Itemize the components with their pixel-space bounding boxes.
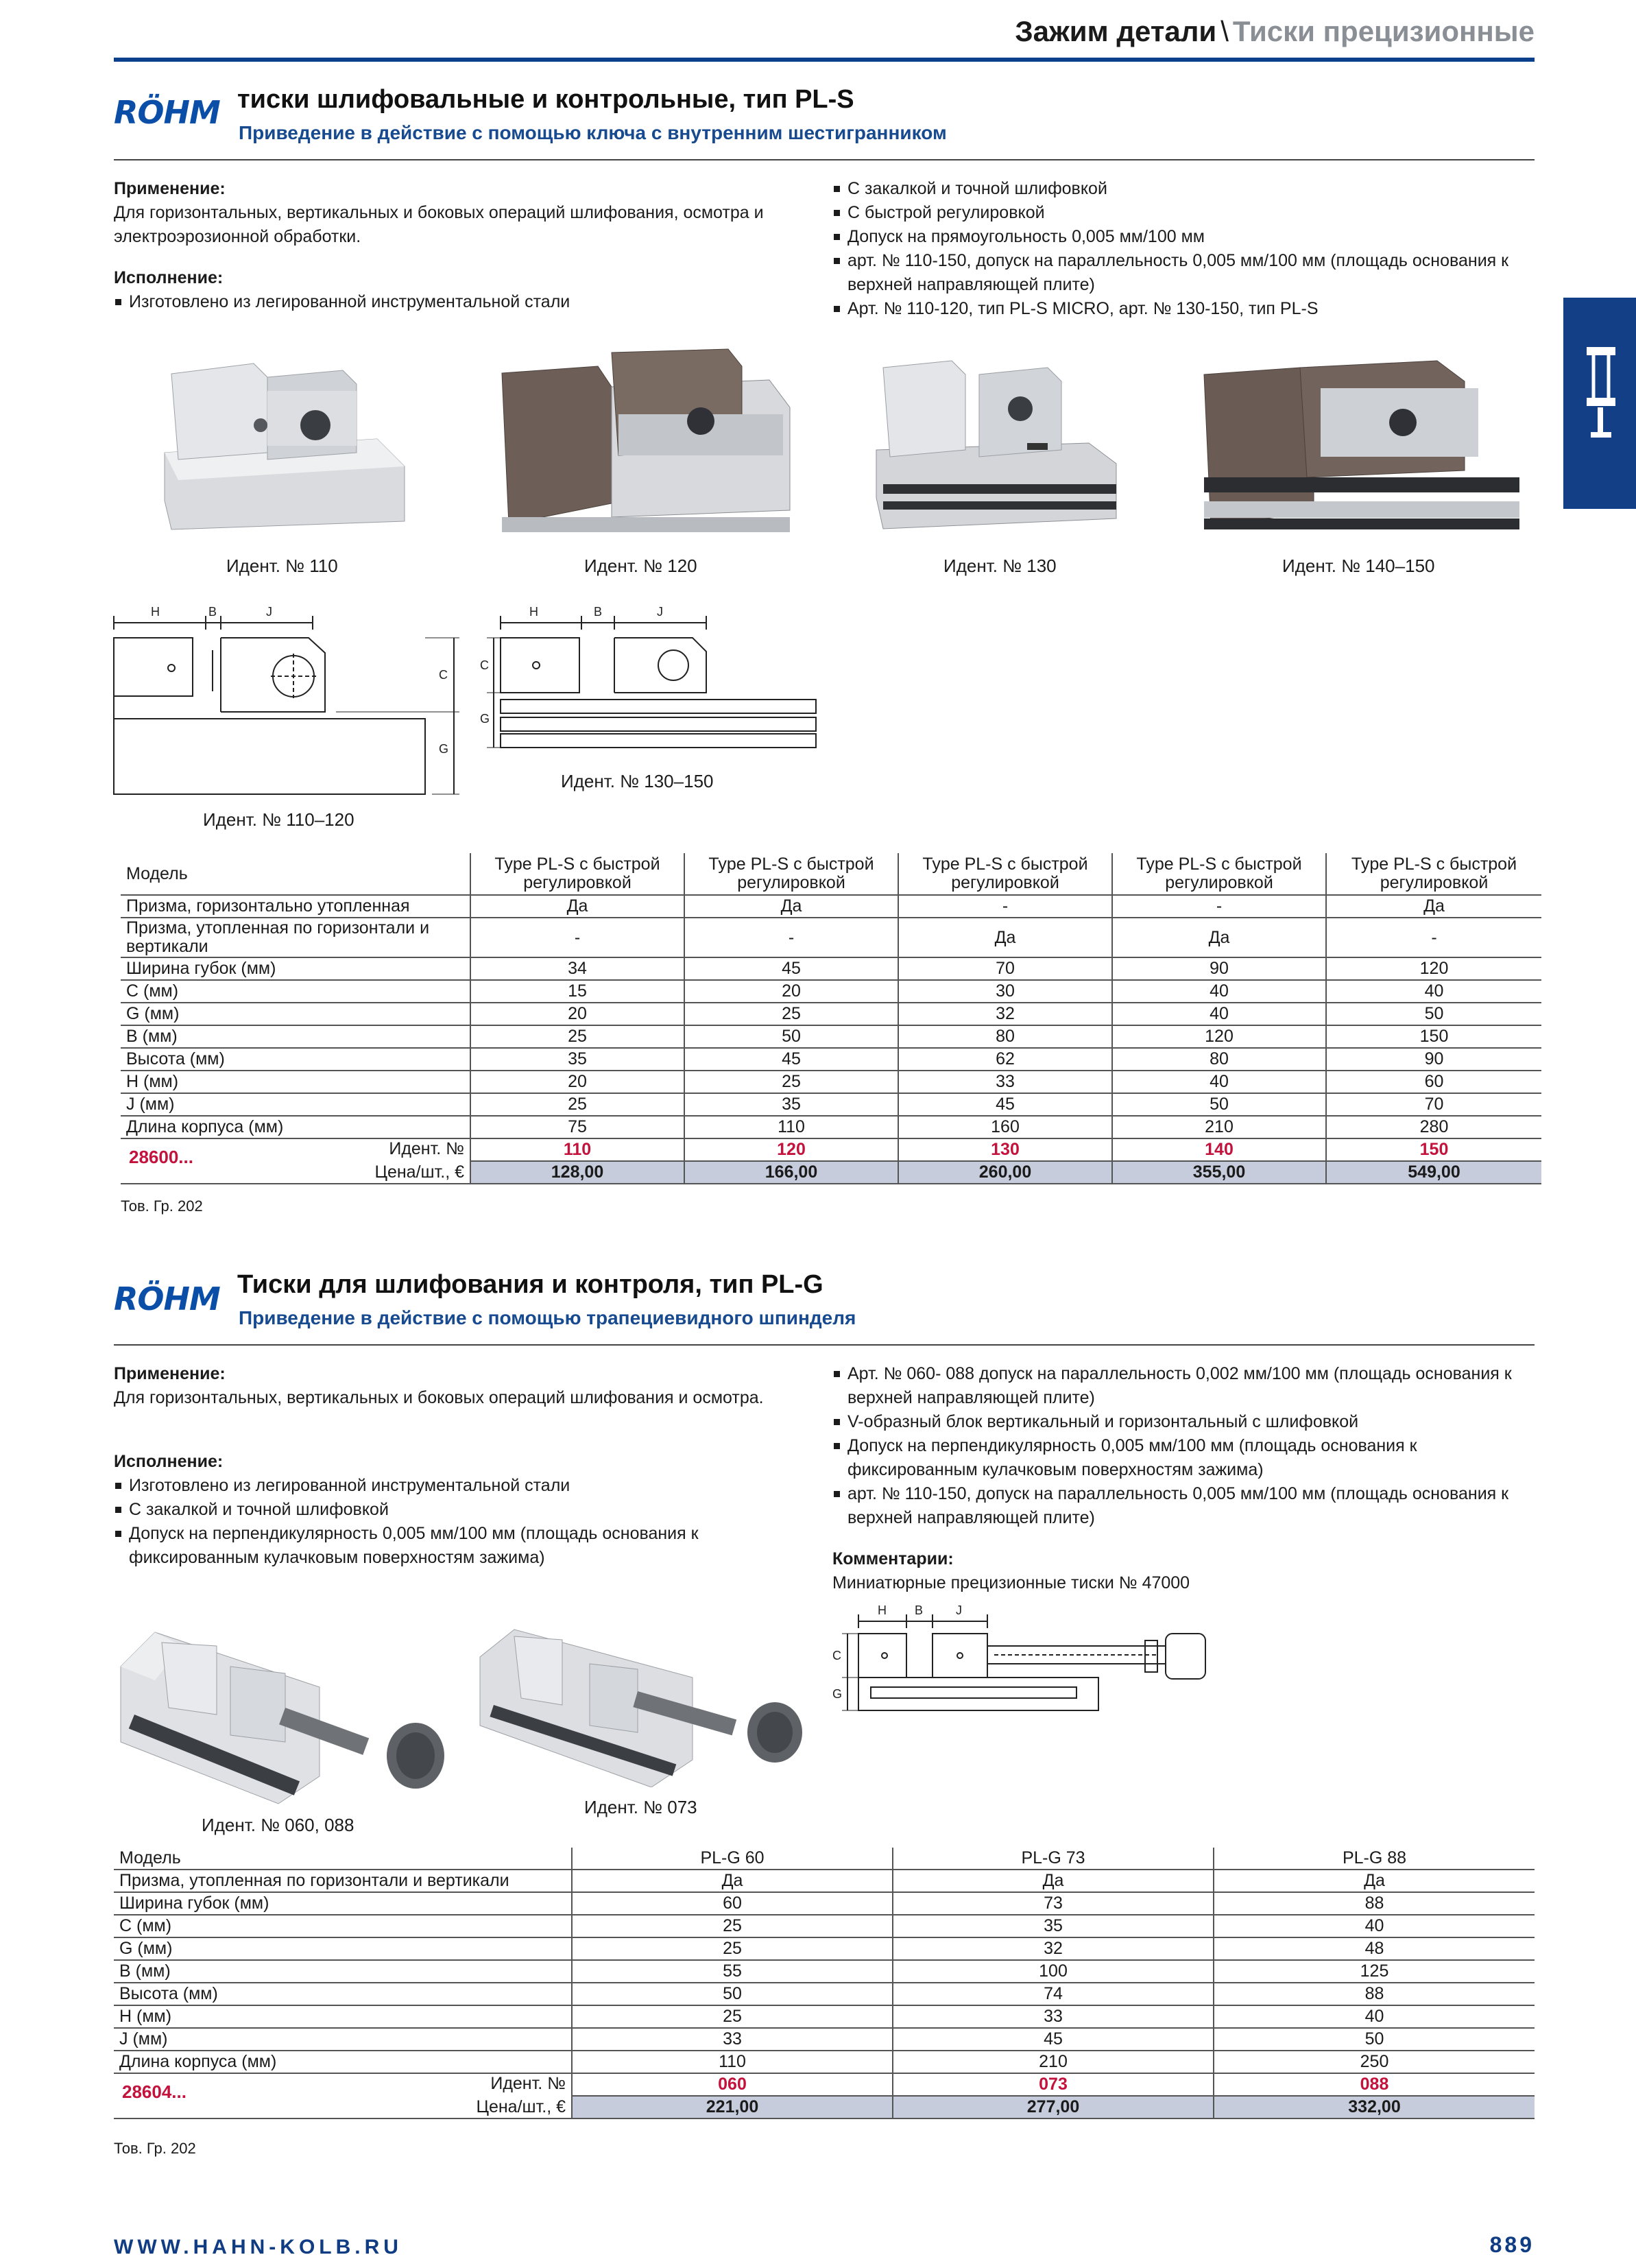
table-cell: 35 (893, 1915, 1214, 1937)
model-name: Type PL-S с быстрой регулировкой (684, 853, 898, 895)
dim-label-j: J (956, 1603, 962, 1617)
table-cell: 45 (898, 1093, 1112, 1116)
table-cell: 32 (893, 1937, 1214, 1960)
table-cell: Да (1112, 918, 1326, 957)
list-item: арт. № 110-150, допуск на параллельность 0,005 мм/100 мм (площадь основания к верхней направляющей плите) (832, 1482, 1539, 1530)
table-row (114, 1870, 1535, 1892)
table-cell: 35 (470, 1048, 684, 1071)
row-label: Длина корпуса (мм) (121, 1116, 470, 1138)
table-row (114, 1937, 1535, 1960)
table-cell: 250 (1214, 2051, 1535, 2073)
photo-caption-120: Идент. № 120 (584, 556, 697, 576)
table-row (121, 853, 1541, 895)
price: 166,00 (684, 1161, 898, 1184)
photo-caption-140-150: Идент. № 140–150 (1282, 556, 1435, 576)
table-cell: 60 (572, 1892, 893, 1915)
article-number: 28604... (122, 2081, 187, 2102)
table-cell: Да (1214, 1870, 1535, 1892)
table-cell: 120 (1112, 1025, 1326, 1048)
drawing-caption-110-120: Идент. № 110–120 (203, 809, 354, 830)
table-cell: 80 (1112, 1048, 1326, 1071)
row-label: Ширина губок (мм) (114, 1892, 572, 1915)
ident-number: 110 (470, 1138, 684, 1161)
table-cell: 33 (572, 2028, 893, 2051)
list-item: Изготовлено из легированной инструментальной стали (114, 1474, 786, 1498)
table-row (121, 1116, 1541, 1138)
table-cell: 100 (893, 1960, 1214, 1983)
table-row (121, 957, 1541, 980)
list-item: Допуск на перпендикулярность 0,005 мм/100 мм (площадь основания к фиксированным кулачковым поверхностям зажима) (114, 1522, 786, 1570)
table-cell: 150 (1326, 1025, 1541, 1048)
table-cell: 33 (893, 2005, 1214, 2028)
table-row (114, 2073, 1535, 2096)
header-separator: \ (1220, 15, 1229, 47)
table-cell: 25 (684, 1071, 898, 1093)
vise-photo-110 (158, 350, 411, 535)
row-label: Призма, утопленная по горизонтали и вертикали (121, 918, 470, 957)
model-name: PL-G 60 (572, 1848, 893, 1870)
list-item: Допуск на прямоугольность 0,005 мм/100 мм (832, 225, 1539, 249)
table-cell: 25 (572, 1937, 893, 1960)
table-cell: 45 (684, 957, 898, 980)
table-cell: 110 (572, 2051, 893, 2073)
table-cell: 280 (1326, 1116, 1541, 1138)
table-cell: 20 (470, 1071, 684, 1093)
table-row (114, 2028, 1535, 2051)
section2-subtitle: Приведение в действие с помощью трапециевидного шпинделя (239, 1307, 856, 1328)
comments-text: Миниатюрные прецизионные тиски № 47000 (832, 1573, 1190, 1592)
table-cell: 160 (898, 1116, 1112, 1138)
table-cell: 40 (1326, 980, 1541, 1003)
table-cell: 50 (684, 1025, 898, 1048)
table-cell: 40 (1214, 1915, 1535, 1937)
application-text: Для горизонтальных, вертикальных и боковых операций шлифования и осмотра. (114, 1388, 764, 1407)
table-cell: 50 (1214, 2028, 1535, 2051)
dim-label-b: B (208, 605, 217, 619)
execution-heading: Исполнение: (114, 268, 224, 287)
table-cell: Да (893, 1870, 1214, 1892)
ident-label: Идент. № (490, 2074, 566, 2093)
drawing-pl-g (830, 1602, 1214, 1732)
ident-number: 060 (572, 2073, 893, 2096)
row-label: J (мм) (121, 1093, 470, 1116)
drawing-130-150 (480, 602, 837, 760)
table-cell: 73 (893, 1892, 1214, 1915)
dim-label-h: H (529, 605, 538, 619)
table-row (114, 1960, 1535, 1983)
price: 355,00 (1112, 1161, 1326, 1184)
application-text: Для горизонтальных, вертикальных и боковых операций шлифования, осмотра и электроэрозионной обработки. (114, 203, 764, 246)
table-row (114, 2051, 1535, 2073)
ident-label: Идент. № (389, 1139, 464, 1158)
drawing-110-120 (103, 602, 473, 801)
side-category-tab[interactable] (1563, 298, 1636, 509)
price: 128,00 (470, 1161, 684, 1184)
table-cell: 40 (1214, 2005, 1535, 2028)
model-label: Модель (114, 1848, 572, 1870)
table-cell: 20 (470, 1003, 684, 1025)
table-cell: 120 (1326, 957, 1541, 980)
table-cell: 34 (470, 957, 684, 980)
table-cell: 90 (1326, 1048, 1541, 1071)
row-label: Высота (мм) (121, 1048, 470, 1071)
table-cell: 45 (893, 2028, 1214, 2051)
photo-caption-130: Идент. № 130 (943, 556, 1057, 576)
ident-number: 073 (893, 2073, 1214, 2096)
table-row (114, 1983, 1535, 2005)
page-header (1015, 15, 1535, 48)
table-row (121, 1003, 1541, 1025)
row-label: Призма, горизонтально утопленная (121, 895, 470, 918)
table-cell: 75 (470, 1116, 684, 1138)
list-item: С закалкой и точной шлифовкой (832, 177, 1539, 201)
vise-photo-130 (869, 347, 1130, 532)
vise-photo-060-088 (114, 1605, 457, 1811)
header-title: Зажим детали (1015, 15, 1217, 47)
table-cell: Да (898, 918, 1112, 957)
row-label: C (мм) (114, 1915, 572, 1937)
goods-group: Тов. Гр. 202 (114, 2140, 196, 2157)
table-cell: 25 (684, 1003, 898, 1025)
ident-number: 150 (1326, 1138, 1541, 1161)
rohm-logo: RÖHM (114, 1280, 220, 1317)
table-cell: 50 (1326, 1003, 1541, 1025)
table-cell: Да (684, 895, 898, 918)
features-list (832, 177, 1539, 321)
table-cell: 50 (1112, 1093, 1326, 1116)
row-label: B (мм) (114, 1960, 572, 1983)
list-item: С быстрой регулировкой (832, 201, 1539, 225)
list-item: С закалкой и точной шлифовкой (114, 1498, 786, 1522)
application-heading: Применение: (114, 1364, 226, 1383)
header-subtitle: Тиски прецизионные (1232, 15, 1535, 47)
vise-photo-120 (495, 346, 797, 538)
row-label: H (мм) (114, 2005, 572, 2028)
table-row (121, 980, 1541, 1003)
table-cell: Да (1326, 895, 1541, 918)
list-item: Арт. № 110-120, тип PL-S MICRO, арт. № 130-150, тип PL-S (832, 297, 1539, 321)
execution-list (114, 1474, 786, 1570)
application-heading: Применение: (114, 179, 226, 198)
table-cell: 88 (1214, 1892, 1535, 1915)
table-cell: Да (572, 1870, 893, 1892)
model-name: Type PL-S с быстрой регулировкой (1112, 853, 1326, 895)
ident-number: 140 (1112, 1138, 1326, 1161)
table-cell: - (684, 918, 898, 957)
section1-features (832, 177, 1539, 321)
dim-label-b: B (594, 605, 603, 619)
section1-title: тиски шлифовальные и контрольные, тип PL-S (237, 85, 854, 114)
table-cell: - (1112, 895, 1326, 918)
execution-list (114, 290, 799, 314)
drawing-caption-130-150: Идент. № 130–150 (561, 771, 714, 791)
row-label: G (мм) (114, 1937, 572, 1960)
vise-photo-140-150 (1197, 347, 1526, 539)
ident-row-head (121, 1138, 470, 1167)
table-cell: 33 (898, 1071, 1112, 1093)
table-cell: 25 (572, 1915, 893, 1937)
table-row (121, 1093, 1541, 1116)
table-cell: 45 (684, 1048, 898, 1071)
row-label: B (мм) (121, 1025, 470, 1048)
dim-label-g: G (480, 712, 490, 726)
table-cell: 125 (1214, 1960, 1535, 1983)
table-cell: 35 (684, 1093, 898, 1116)
price: 221,00 (572, 2096, 893, 2118)
table-cell: 80 (898, 1025, 1112, 1048)
ident-number: 120 (684, 1138, 898, 1161)
table-cell: 210 (893, 2051, 1214, 2073)
table-cell: 74 (893, 1983, 1214, 2005)
rohm-logo: RÖHM (114, 94, 220, 131)
section1-subtitle: Приведение в действие с помощью ключа с внутренним шестигранником (239, 122, 947, 143)
spec-table-pl-s (121, 853, 1541, 1184)
table-cell: 40 (1112, 1003, 1326, 1025)
model-name: Type PL-S с быстрой регулировкой (898, 853, 1112, 895)
table-cell: 48 (1214, 1937, 1535, 1960)
table-cell: 70 (898, 957, 1112, 980)
list-item: Арт. № 060- 088 допуск на параллельность 0,002 мм/100 мм (площадь основания к верхней направляющей плите) (832, 1362, 1539, 1410)
dim-label-c: C (480, 658, 489, 672)
list-item: V-образный блок вертикальный и горизонтальный с шлифовкой (832, 1410, 1539, 1434)
table-cell: - (1326, 918, 1541, 957)
section1-application (114, 177, 799, 249)
dim-label-c: C (832, 1649, 841, 1662)
price: 260,00 (898, 1161, 1112, 1184)
table-cell: - (470, 918, 684, 957)
table-row (114, 1848, 1535, 1870)
table-cell: 50 (572, 1983, 893, 2005)
ident-number: 130 (898, 1138, 1112, 1161)
row-label: C (мм) (121, 980, 470, 1003)
table-cell: 90 (1112, 957, 1326, 980)
dim-label-h: H (151, 605, 160, 619)
table-row (114, 2005, 1535, 2028)
table-row (114, 1892, 1535, 1915)
table-row (121, 1071, 1541, 1093)
execution-heading: Исполнение: (114, 1452, 224, 1471)
table-cell: 88 (1214, 1983, 1535, 2005)
table-cell: 40 (1112, 1071, 1326, 1093)
table-cell: 25 (572, 2005, 893, 2028)
table-row (114, 1915, 1535, 1937)
price-label: Цена/шт., € (114, 2096, 572, 2118)
article-number: 28600... (129, 1147, 193, 1167)
table-cell: 25 (470, 1093, 684, 1116)
vise-photo-073 (473, 1609, 816, 1787)
model-name: PL-G 88 (1214, 1848, 1535, 1870)
model-name: Type PL-S с быстрой регулировкой (470, 853, 684, 895)
table-cell: 32 (898, 1003, 1112, 1025)
row-label: J (мм) (114, 2028, 572, 2051)
section2-features (832, 1362, 1539, 1530)
ident-number: 088 (1214, 2073, 1535, 2096)
table-cell: 25 (470, 1025, 684, 1048)
section1-execution (114, 266, 799, 314)
comments-heading: Комментарии: (832, 1549, 954, 1568)
price: 549,00 (1326, 1161, 1541, 1184)
dim-label-c: C (439, 668, 448, 682)
dim-label-b: B (915, 1603, 924, 1617)
photo-caption-073: Идент. № 073 (584, 1797, 697, 1817)
model-name: PL-G 73 (893, 1848, 1214, 1870)
table-cell: 110 (684, 1116, 898, 1138)
price: 277,00 (893, 2096, 1214, 2118)
vise-icon (1563, 298, 1636, 509)
table-row (121, 1025, 1541, 1048)
features-list (832, 1362, 1539, 1530)
header-rule (114, 58, 1535, 62)
table-row (121, 1048, 1541, 1071)
row-label: Высота (мм) (114, 1983, 572, 2005)
table-cell: - (898, 895, 1112, 918)
list-item: Изготовлено из легированной инструментальной стали (114, 290, 799, 314)
spec-table-pl-g (114, 1848, 1535, 2119)
list-item: арт. № 110-150, допуск на параллельность 0,005 мм/100 мм (площадь основания к верхней направляющей плите) (832, 249, 1539, 297)
section2-application (114, 1362, 772, 1410)
model-label: Модель (121, 853, 470, 895)
table-cell: 62 (898, 1048, 1112, 1071)
photo-caption-110: Идент. № 110 (226, 556, 338, 576)
table-row (121, 1138, 1541, 1161)
table-row (121, 895, 1541, 918)
table-cell: 40 (1112, 980, 1326, 1003)
page-number: 889 (1489, 2232, 1535, 2257)
table-cell: 15 (470, 980, 684, 1003)
row-label: H (мм) (121, 1071, 470, 1093)
table-row (121, 1161, 1541, 1184)
row-label: Призма, утопленная по горизонтали и вертикали (114, 1870, 572, 1892)
section2-rule (114, 1344, 1535, 1346)
table-cell: Да (470, 895, 684, 918)
table-cell: 55 (572, 1960, 893, 1983)
table-cell: 210 (1112, 1116, 1326, 1138)
dim-label-h: H (878, 1603, 887, 1617)
dim-label-g: G (832, 1687, 843, 1701)
table-cell: 60 (1326, 1071, 1541, 1093)
section2-comments (832, 1547, 1539, 1595)
row-label: G (мм) (121, 1003, 470, 1025)
price-label: Цена/шт., € (121, 1161, 470, 1184)
table-cell: 30 (898, 980, 1112, 1003)
price: 332,00 (1214, 2096, 1535, 2118)
photo-caption-060-088: Идент. № 060, 088 (202, 1815, 354, 1835)
dim-label-j: J (657, 605, 663, 619)
row-label: Ширина губок (мм) (121, 957, 470, 980)
list-item: Допуск на перпендикулярность 0,005 мм/100 мм (площадь основания к фиксированным кулачковым поверхностям зажима) (832, 1434, 1539, 1482)
ident-row-head (114, 2073, 572, 2102)
section2-title: Тиски для шлифования и контроля, тип PL-G (237, 1270, 823, 1299)
row-label: Длина корпуса (мм) (114, 2051, 572, 2073)
goods-group: Тов. Гр. 202 (121, 1197, 203, 1215)
table-row (121, 918, 1541, 957)
section2-execution (114, 1450, 786, 1570)
model-name: Type PL-S с быстрой регулировкой (1326, 853, 1541, 895)
footer-url-link[interactable]: WWW.HAHN-KOLB.RU (114, 2236, 402, 2258)
table-cell: 70 (1326, 1093, 1541, 1116)
dim-label-g: G (439, 742, 449, 756)
table-cell: 20 (684, 980, 898, 1003)
dim-label-j: J (266, 605, 272, 619)
table-row (114, 2096, 1535, 2118)
section1-rule (114, 159, 1535, 160)
